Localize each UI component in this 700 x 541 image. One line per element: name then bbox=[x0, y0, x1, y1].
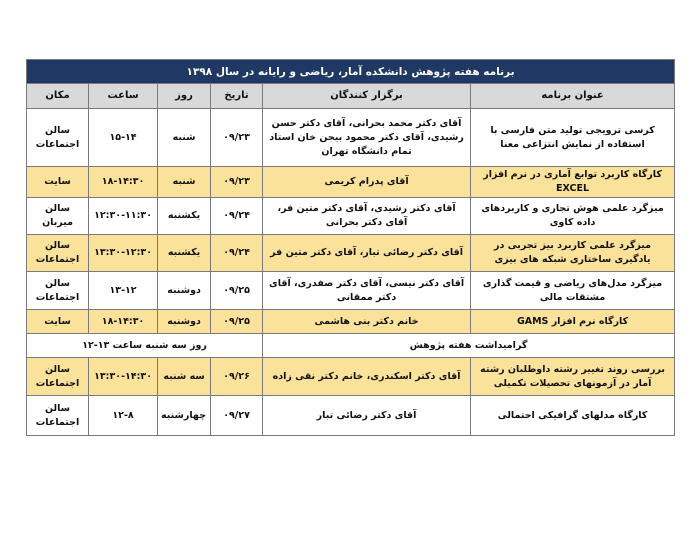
date: ۰۹/۲۴ bbox=[211, 198, 263, 235]
table-row bbox=[27, 272, 675, 310]
time: ۱۸-۱۴:۳۰ bbox=[89, 310, 158, 334]
table-row bbox=[27, 358, 675, 396]
organizers: خانم دکتر بنی هاشمی bbox=[263, 310, 471, 334]
program-title: کارگاه کاربرد توابع آماری در نرم افزار EXCEL bbox=[471, 167, 675, 198]
day: شنبه bbox=[158, 109, 211, 167]
table-row bbox=[27, 396, 675, 436]
time: ۱۳:۳۰-۱۴:۳۰ bbox=[89, 358, 158, 396]
program-title: بررسی روند تغییر رشته داوطلبان رشته آمار در آزمونهای تحصیلات تکمیلی bbox=[471, 358, 675, 396]
program-title: میزگرد علمی کاربرد بیز تجربی در یادگیری ساختاری شبکه های بیزی bbox=[471, 235, 675, 272]
place: سالن اجتماعات bbox=[27, 109, 89, 167]
day: دوشنبه bbox=[158, 272, 211, 310]
organizers: آقای دکتر محمد بحرانی، آقای دکتر حسن رشیدی، آقای دکتر محمود بیجن خان استاد تمام دانشگاه تهران bbox=[263, 109, 471, 167]
schedule-table bbox=[26, 59, 675, 436]
ceremony-title: گرامیداشت هفته پژوهش bbox=[263, 334, 675, 358]
time: ۱۲-۸ bbox=[89, 396, 158, 436]
program-title: کارگاه مدلهای گرافیکی احتمالی bbox=[471, 396, 675, 436]
col-header-day: روز bbox=[158, 84, 211, 109]
program-title: کارگاه نرم افزار GAMS bbox=[471, 310, 675, 334]
time: ۱۵-۱۴ bbox=[89, 109, 158, 167]
time: ۱۸-۱۴:۳۰ bbox=[89, 167, 158, 198]
program-title: کرسی ترویجی تولید متن فارسی با استفاده از نمایش انتزاعی معنا bbox=[471, 109, 675, 167]
day: چهارشنبه bbox=[158, 396, 211, 436]
day: شنبه bbox=[158, 167, 211, 198]
table-row bbox=[27, 109, 675, 167]
date: ۰۹/۲۷ bbox=[211, 396, 263, 436]
place: سالن اجتماعات bbox=[27, 235, 89, 272]
organizers: آقای دکتر رضائی تبار bbox=[263, 396, 471, 436]
col-header-date: تاریخ bbox=[211, 84, 263, 109]
col-header-organizers: برگزار کنندگان bbox=[263, 84, 471, 109]
organizers: آقای پدرام کریمی bbox=[263, 167, 471, 198]
day: یکشنبه bbox=[158, 198, 211, 235]
ceremony-row bbox=[27, 334, 675, 358]
ceremony-time: روز سه شنبه ساعت ۱۳-۱۲ bbox=[27, 334, 263, 358]
col-header-place: مکان bbox=[27, 84, 89, 109]
col-header-title: عنوان برنامه bbox=[471, 84, 675, 109]
table-row bbox=[27, 235, 675, 272]
place: سالن اجتماعات bbox=[27, 358, 89, 396]
place: سایت bbox=[27, 167, 89, 198]
table-title: برنامه هفته پژوهش دانشکده آمار، ریاضی و رایانه در سال ۱۳۹۸ bbox=[27, 60, 675, 84]
header-row bbox=[27, 84, 675, 109]
place: سالن میربان bbox=[27, 198, 89, 235]
program-title: میزگرد مدل‌های ریاضی و قیمت گذاری مشتقات مالی bbox=[471, 272, 675, 310]
time: ۱۳:۳۰-۱۲:۳۰ bbox=[89, 235, 158, 272]
program-title: میزگرد علمی هوش تجاری و کاربردهای داده کاوی bbox=[471, 198, 675, 235]
organizers: آقای دکتر رضائی تبار، آقای دکتر متین فر bbox=[263, 235, 471, 272]
organizers: آقای دکتر نیسی، آقای دکتر صفدری، آقای دکتر ممقانی bbox=[263, 272, 471, 310]
date: ۰۹/۲۳ bbox=[211, 109, 263, 167]
date: ۰۹/۲۶ bbox=[211, 358, 263, 396]
place: سالن اجتماعات bbox=[27, 396, 89, 436]
table-row bbox=[27, 310, 675, 334]
time: ۱۲:۳۰-۱۱:۳۰ bbox=[89, 198, 158, 235]
date: ۰۹/۲۳ bbox=[211, 167, 263, 198]
day: سه شنبه bbox=[158, 358, 211, 396]
table-row bbox=[27, 198, 675, 235]
place: سایت bbox=[27, 310, 89, 334]
day: یکشنبه bbox=[158, 235, 211, 272]
date: ۰۹/۲۵ bbox=[211, 310, 263, 334]
time: ۱۳-۱۲ bbox=[89, 272, 158, 310]
place: سالن اجتماعات bbox=[27, 272, 89, 310]
date: ۰۹/۲۵ bbox=[211, 272, 263, 310]
col-header-time: ساعت bbox=[89, 84, 158, 109]
organizers: آقای دکتر رشیدی، آقای دکتر متین فر، آقای دکتر بحرانی bbox=[263, 198, 471, 235]
date: ۰۹/۲۴ bbox=[211, 235, 263, 272]
table-row bbox=[27, 167, 675, 198]
organizers: آقای دکتر اسکندری، خانم دکتر نقی زاده bbox=[263, 358, 471, 396]
day: دوشنبه bbox=[158, 310, 211, 334]
